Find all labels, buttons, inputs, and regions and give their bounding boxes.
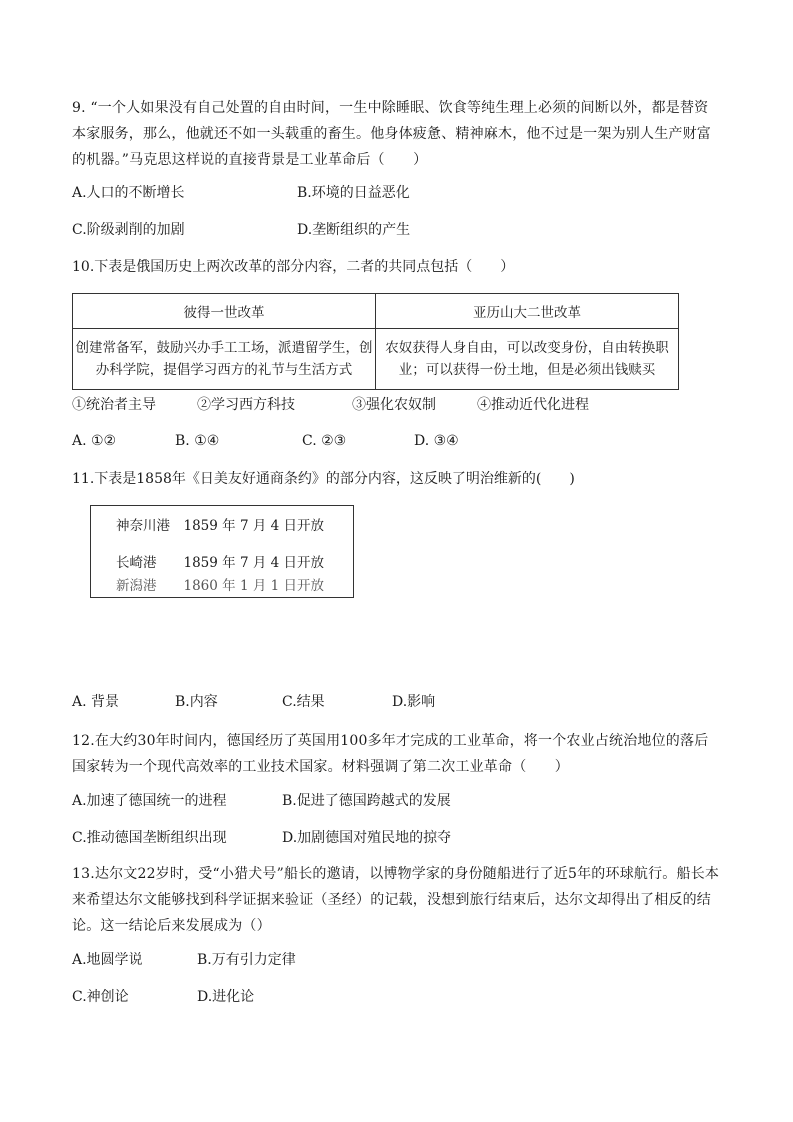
q12-option-a[interactable]: A.加速了德国统一的进程 xyxy=(72,793,227,809)
table-cell-alexander: 农奴获得人身自由，可以改变身份，自由转换职业；可以获得一份土地，但是必须出钱赎买 xyxy=(376,329,679,390)
q11-option-b[interactable]: B.内容 xyxy=(175,694,218,710)
question-10-stem: 10.下表是俄国历史上两次改革的部分内容，二者的共同点包括（ ） xyxy=(72,259,515,275)
q9-option-a[interactable]: A.人口的不断增长 xyxy=(72,185,185,201)
table-header-peter: 彼得一世改革 xyxy=(73,294,376,329)
q13-option-c[interactable]: C.神创论 xyxy=(72,989,129,1005)
q11-option-c[interactable]: C.结果 xyxy=(282,694,325,710)
q11-option-d[interactable]: D.影响 xyxy=(392,694,436,710)
question-13-stem: 13.达尔文22岁时，受“小猎犬号”船长的邀请，以博物学家的身份随船进行了近5年的环球航行。船长本来希望达尔文能够找到科学证据来验证（圣经）的记载，没想到旅行结束后，达尔文却得出了相反的结论。这一结论后来发展成为（） xyxy=(72,866,720,934)
reform-comparison-table xyxy=(72,293,679,390)
q10-statement-4: ④推动近代化进程 xyxy=(477,397,589,413)
treaty-excerpt-box xyxy=(90,505,354,598)
q10-statement-1: ①统治者主导 xyxy=(72,397,156,413)
q10-option-d[interactable]: D. ③④ xyxy=(414,433,459,449)
table-header-alexander: 亚历山大二世改革 xyxy=(376,294,679,329)
q13-option-b[interactable]: B.万有引力定律 xyxy=(197,952,296,968)
treaty-line-niigata: 新潟港 1860 年 1 月 1 日开放 xyxy=(116,578,324,594)
q11-option-a[interactable]: A. 背景 xyxy=(72,694,120,710)
treaty-line-kanagawa: 神奈川港 1859 年 7 月 4 日开放 xyxy=(116,518,324,534)
table-cell-peter: 创建常备军，鼓励兴办手工工场，派遣留学生，创办科学院，提倡学习西方的礼节与生活方式 xyxy=(73,329,376,390)
q12-option-c[interactable]: C.推动德国垄断组织出现 xyxy=(72,830,227,846)
q10-option-b[interactable]: B. ①④ xyxy=(175,433,220,449)
q10-statement-2: ②学习西方科技 xyxy=(197,397,295,413)
q9-option-b[interactable]: B.环境的日益恶化 xyxy=(297,185,410,201)
q12-option-b[interactable]: B.促进了德国跨越式的发展 xyxy=(282,793,451,809)
q10-statement-3: ③强化农奴制 xyxy=(352,397,436,413)
q9-option-d[interactable]: D.垄断组织的产生 xyxy=(297,222,411,238)
question-12-stem: 12.在大约30年时间内，德国经历了英国用100多年才完成的工业革命，将一个农业占统治地位的落后国家转为一个现代高效率的工业技术国家。材料强调了第二次工业革命（ ） xyxy=(72,733,709,775)
q12-option-d[interactable]: D.加剧德国对殖民地的掠夺 xyxy=(282,830,452,846)
treaty-line-nagasaki: 长崎港 1859 年 7 月 4 日开放 xyxy=(116,555,324,571)
treaty-line-cropped xyxy=(116,578,326,594)
q9-option-c[interactable]: C.阶级剥削的加剧 xyxy=(72,222,185,238)
q13-option-a[interactable]: A.地圆学说 xyxy=(72,952,143,968)
q10-option-c[interactable]: C. ②③ xyxy=(302,433,347,449)
question-9-stem: 9. “一个人如果没有自己处置的自由时间，一生中除睡眠、饮食等纯生理上必须的间断以外，都是替资本家服务，那么，他就还不如一头载重的畜生。他身体疲惫、精神麻木，他不过是一架为别人生产财富的机器。”马克思这样说的直接背景是工业革命后（ ） xyxy=(72,100,711,168)
question-11-stem: 11.下表是1858年《日美友好通商条约》的部分内容，这反映了明治维新的( ) xyxy=(72,471,575,487)
q10-option-a[interactable]: A. ①② xyxy=(72,433,117,449)
q13-option-d[interactable]: D.进化论 xyxy=(197,989,255,1005)
